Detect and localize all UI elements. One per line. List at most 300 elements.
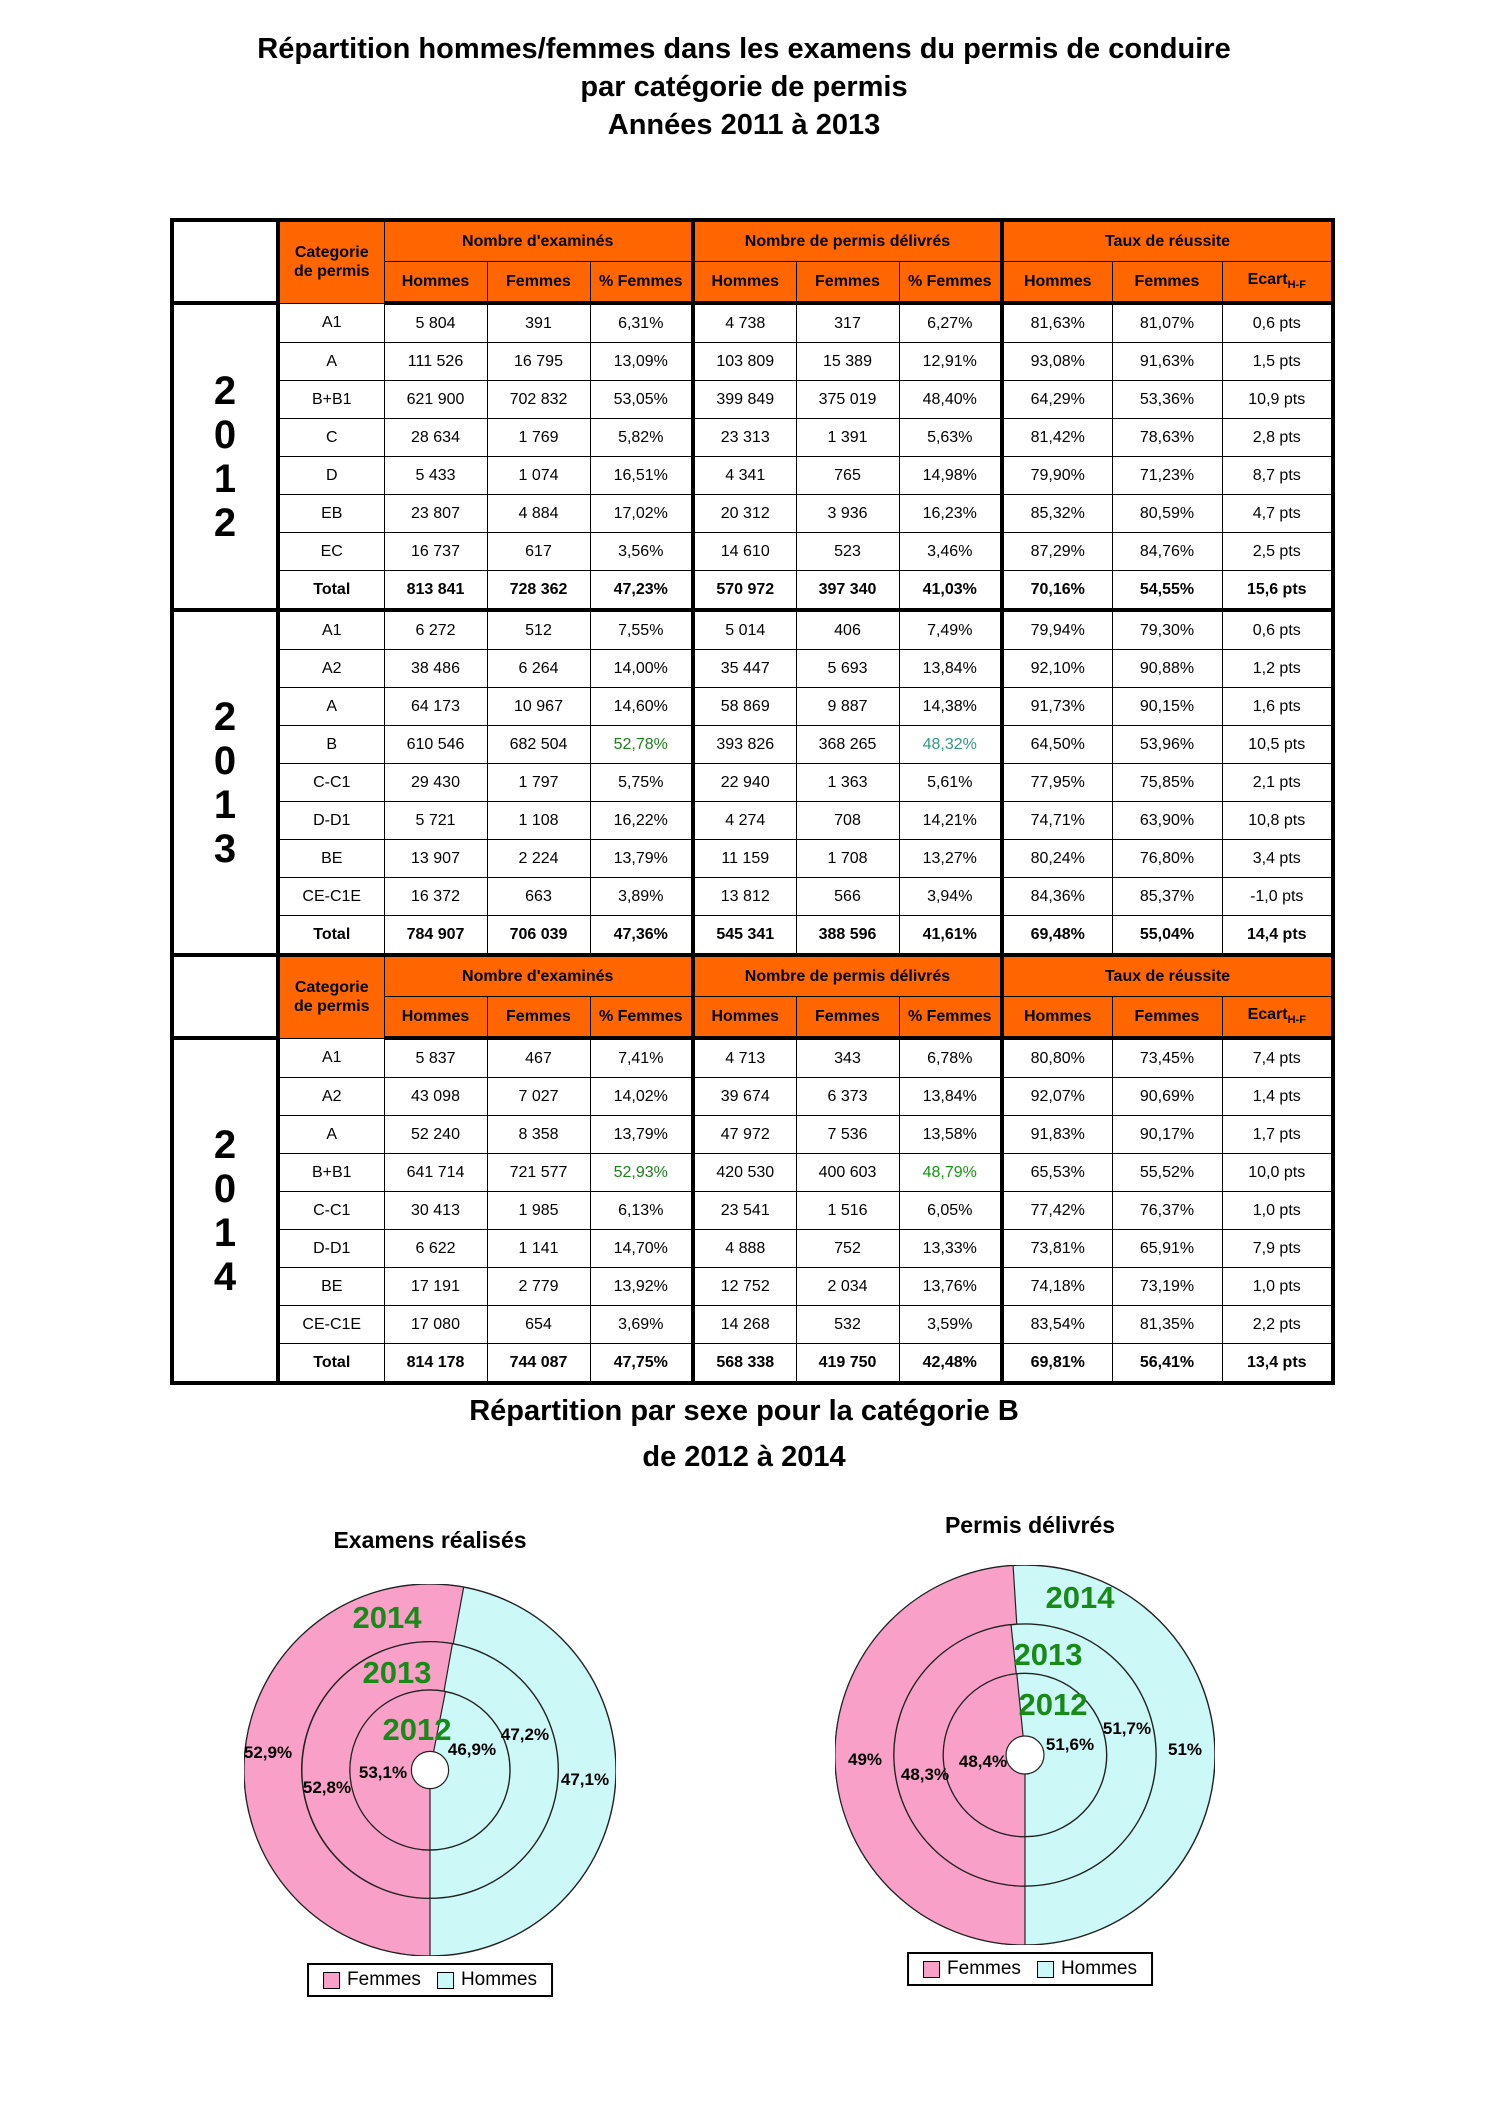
category-cell: Total [278,1344,384,1384]
data-cell: 47,36% [590,916,693,956]
data-cell: 814 178 [384,1344,487,1384]
exams-ring-year-2013: 2013 [362,1655,432,1690]
data-cell: 2 224 [487,840,590,878]
permis-ring-year-2013: 2013 [1013,1637,1083,1672]
data-cell: 721 577 [487,1154,590,1192]
data-cell: 7,49% [899,610,1002,650]
exams-chart-title: Examens réalisés [333,1527,527,1553]
data-cell: 3,69% [590,1306,693,1344]
data-cell: 1,4 pts [1222,1078,1333,1116]
data-cell: 813 841 [384,571,487,611]
data-cell: 5 014 [693,610,796,650]
data-cell: 90,17% [1112,1116,1222,1154]
data-cell: 6,13% [590,1192,693,1230]
data-cell: 85,37% [1112,878,1222,916]
exams-femmes-2014-value: 52,9% [243,1743,293,1762]
category-cell: C [278,419,384,457]
femmes-swatch-icon [923,1961,940,1978]
sub-header: % Femmes [899,262,1002,304]
data-cell: 4 738 [693,303,796,343]
data-cell: 84,36% [1002,878,1112,916]
category-cell: B+B1 [278,381,384,419]
sub-header: Hommes [693,262,796,304]
row-2014-D-D1 [172,1230,1333,1268]
data-cell: 654 [487,1306,590,1344]
data-cell: 1 708 [796,840,899,878]
data-cell: 621 900 [384,381,487,419]
data-cell: 17,02% [590,495,693,533]
group-header: Taux de réussite [1002,955,1333,997]
data-cell: 13 812 [693,878,796,916]
data-cell: 55,52% [1112,1154,1222,1192]
data-cell: 1 108 [487,802,590,840]
data-cell: 14 610 [693,533,796,571]
category-cell: B+B1 [278,1154,384,1192]
row-2014-BE [172,1268,1333,1306]
hommes-swatch-icon [437,1972,454,1989]
data-cell: 5,82% [590,419,693,457]
data-cell: 90,69% [1112,1078,1222,1116]
data-cell: 58 869 [693,688,796,726]
data-cell: 14,98% [899,457,1002,495]
data-cell: 48,79% [899,1154,1002,1192]
data-cell: 13,33% [899,1230,1002,1268]
data-cell: 69,48% [1002,916,1112,956]
data-cell: 9 887 [796,688,899,726]
row-2012-A [172,343,1333,381]
data-cell: 393 826 [693,726,796,764]
data-cell: 79,94% [1002,610,1112,650]
data-cell: 75,85% [1112,764,1222,802]
data-cell: 708 [796,802,899,840]
data-cell: 4,7 pts [1222,495,1333,533]
category-cell: EB [278,495,384,533]
data-cell: 78,63% [1112,419,1222,457]
exams-ring-year-2012: 2012 [382,1712,452,1747]
data-cell: 16,51% [590,457,693,495]
data-cell: 41,61% [899,916,1002,956]
data-cell: 706 039 [487,916,590,956]
data-cell: 65,91% [1112,1230,1222,1268]
data-cell: 85,32% [1002,495,1112,533]
data-cell: 83,54% [1002,1306,1112,1344]
data-cell: 3,46% [899,533,1002,571]
data-cell: 81,42% [1002,419,1112,457]
sub-header: Hommes [1002,262,1112,304]
row-2012-B+B1 [172,381,1333,419]
category-cell: CE-C1E [278,878,384,916]
data-cell: 2,5 pts [1222,533,1333,571]
data-cell: 48,40% [899,381,1002,419]
data-cell: 317 [796,303,899,343]
data-cell: 3,89% [590,878,693,916]
data-cell: 1,5 pts [1222,343,1333,381]
sub-header: Femmes [1112,997,1222,1039]
row-2014-C-C1 [172,1192,1333,1230]
data-cell: 1,0 pts [1222,1192,1333,1230]
data-cell: 71,23% [1112,457,1222,495]
corner-cell [172,220,278,303]
permis-ring-year-2012: 2012 [1018,1687,1088,1722]
category-column-header: Categorie de permis [278,955,384,1038]
data-cell: 1,7 pts [1222,1116,1333,1154]
data-cell: 13,79% [590,1116,693,1154]
row-2014-Total [172,1344,1333,1384]
row-2013-B [172,726,1333,764]
data-cell: 5 837 [384,1038,487,1078]
data-cell: 16,22% [590,802,693,840]
category-cell: Total [278,916,384,956]
data-cell: 512 [487,610,590,650]
data-cell: 1,0 pts [1222,1268,1333,1306]
data-cell: 6,78% [899,1038,1002,1078]
femmes-swatch-icon [323,1972,340,1989]
data-cell: 6,27% [899,303,1002,343]
row-2013-Total [172,916,1333,956]
stats-table-container [170,218,1335,1385]
sub-header: Femmes [487,262,590,304]
category-cell: A [278,688,384,726]
category-cell: CE-C1E [278,1306,384,1344]
data-cell: 7,55% [590,610,693,650]
permis-chart-legend [907,1952,1153,1986]
group-header: Nombre d'examinés [384,220,693,262]
row-2012-Total [172,571,1333,611]
data-cell: 43 098 [384,1078,487,1116]
data-cell: 752 [796,1230,899,1268]
data-cell: 5,63% [899,419,1002,457]
data-cell: 5 693 [796,650,899,688]
data-cell: 570 972 [693,571,796,611]
row-2014-B+B1 [172,1154,1333,1192]
data-cell: 1 797 [487,764,590,802]
data-cell: 111 526 [384,343,487,381]
data-cell: 13,84% [899,650,1002,688]
row-2013-D-D1 [172,802,1333,840]
data-cell: 14,02% [590,1078,693,1116]
page-title-line3: Années 2011 à 2013 [607,109,881,141]
data-cell: 23 313 [693,419,796,457]
permis-femmes-2013-value: 48,3% [900,1765,950,1784]
data-cell: 7,9 pts [1222,1230,1333,1268]
data-cell: 81,07% [1112,303,1222,343]
exams-chart [190,1510,670,2040]
data-cell: 16 372 [384,878,487,916]
data-cell: 53,36% [1112,381,1222,419]
data-cell: 13,58% [899,1116,1002,1154]
data-cell: 12 752 [693,1268,796,1306]
legend-item-hommes [437,1969,537,1991]
data-cell: 399 849 [693,381,796,419]
sub-header: Hommes [1002,997,1112,1039]
permis-ring-year-2014: 2014 [1045,1580,1115,1615]
data-cell: 6 373 [796,1078,899,1116]
sub-header: % Femmes [899,997,1002,1039]
data-cell: 13,27% [899,840,1002,878]
data-cell: 10,0 pts [1222,1154,1333,1192]
data-cell: 5 804 [384,303,487,343]
row-2014-A1 [172,1038,1333,1078]
data-cell: 744 087 [487,1344,590,1384]
data-cell: 7,4 pts [1222,1038,1333,1078]
data-cell: 1,6 pts [1222,688,1333,726]
row-2014-CE-C1E [172,1306,1333,1344]
data-cell: 76,80% [1112,840,1222,878]
category-cell: A1 [278,303,384,343]
data-cell: 6,05% [899,1192,1002,1230]
permis-chart-title: Permis délivrés [944,1512,1116,1538]
sub-header-ecart: Ecart$_{H-F}$ [1222,997,1333,1039]
row-2014-A2 [172,1078,1333,1116]
category-cell: A [278,1116,384,1154]
data-cell: 7 027 [487,1078,590,1116]
data-cell: 1 363 [796,764,899,802]
data-cell: 64,50% [1002,726,1112,764]
data-cell: 63,90% [1112,802,1222,840]
data-cell: 92,10% [1002,650,1112,688]
data-cell: 682 504 [487,726,590,764]
legend-item-hommes [1037,1958,1137,1980]
exams-hommes-2012-value: 46,9% [447,1740,497,1759]
data-cell: 13,76% [899,1268,1002,1306]
category-column-header: Categorie de permis [278,220,384,303]
charts-section-title-line2: de 2012 à 2014 [642,1441,846,1473]
row-2012-A1 [172,303,1333,343]
data-cell: 17 080 [384,1306,487,1344]
exams-femmes-2012-value: 53,1% [358,1763,408,1782]
row-2012-C [172,419,1333,457]
data-cell: 728 362 [487,571,590,611]
row-2012-D [172,457,1333,495]
data-cell: 38 486 [384,650,487,688]
hommes-swatch-icon [1037,1961,1054,1978]
data-cell: 23 541 [693,1192,796,1230]
category-cell: D-D1 [278,1230,384,1268]
category-cell: B [278,726,384,764]
exams-hommes-2013-value: 47,2% [500,1725,550,1744]
data-cell: 368 265 [796,726,899,764]
data-cell: 84,76% [1112,533,1222,571]
group-header: Taux de réussite [1002,220,1333,262]
data-cell: 90,15% [1112,688,1222,726]
sub-header: % Femmes [590,262,693,304]
data-cell: 3 936 [796,495,899,533]
data-cell: 375 019 [796,381,899,419]
data-cell: 8,7 pts [1222,457,1333,495]
permis-hommes-2014-value: 51% [1167,1740,1203,1759]
data-cell: 566 [796,878,899,916]
data-cell: 406 [796,610,899,650]
data-cell: 3,59% [899,1306,1002,1344]
data-cell: 103 809 [693,343,796,381]
data-cell: 52,78% [590,726,693,764]
data-cell: 568 338 [693,1344,796,1384]
category-cell: A [278,343,384,381]
data-cell: 0,6 pts [1222,303,1333,343]
data-cell: 91,63% [1112,343,1222,381]
page-title [0,30,1488,144]
data-cell: 35 447 [693,650,796,688]
data-cell: 17 191 [384,1268,487,1306]
data-cell: 617 [487,533,590,571]
data-cell: 52 240 [384,1116,487,1154]
data-cell: 4 274 [693,802,796,840]
data-cell: 39 674 [693,1078,796,1116]
data-cell: 1,2 pts [1222,650,1333,688]
data-cell: 784 907 [384,916,487,956]
group-header: Nombre d'examinés [384,955,693,997]
data-cell: 73,45% [1112,1038,1222,1078]
sub-header: Hommes [384,262,487,304]
data-cell: 15,6 pts [1222,571,1333,611]
data-cell: 8 358 [487,1116,590,1154]
data-cell: 91,73% [1002,688,1112,726]
data-cell: 28 634 [384,419,487,457]
data-cell: 2 779 [487,1268,590,1306]
data-cell: 400 603 [796,1154,899,1192]
sub-header: Femmes [487,997,590,1039]
data-cell: 29 430 [384,764,487,802]
data-cell: 1 516 [796,1192,899,1230]
data-cell: 663 [487,878,590,916]
data-cell: 70,16% [1002,571,1112,611]
data-cell: 47,75% [590,1344,693,1384]
charts-section-title-line1: Répartition par sexe pour la catégorie B [469,1395,1019,1427]
data-cell: 4 713 [693,1038,796,1078]
year-label-2014: 2 0 1 4 [172,1038,278,1383]
category-cell: A1 [278,610,384,650]
row-2012-EC [172,533,1333,571]
data-cell: 13 907 [384,840,487,878]
charts-section-title [0,1388,1488,1480]
category-cell: D-D1 [278,802,384,840]
data-cell: 16 795 [487,343,590,381]
data-cell: 53,05% [590,381,693,419]
data-cell: 1 141 [487,1230,590,1268]
data-cell: 4 888 [693,1230,796,1268]
data-cell: 81,35% [1112,1306,1222,1344]
permis-femmes-2012-value: 48,4% [958,1752,1008,1771]
permis-hommes-2012-value: 51,6% [1045,1735,1095,1754]
permis-pie-chart [835,1565,1215,1945]
row-2013-A [172,688,1333,726]
row-2012-EB [172,495,1333,533]
data-cell: 2,1 pts [1222,764,1333,802]
data-cell: 420 530 [693,1154,796,1192]
center-hole [411,1751,448,1788]
category-cell: D [278,457,384,495]
permis-femmes-2014-value: 49% [847,1750,883,1769]
sub-header: Femmes [796,997,899,1039]
data-cell: 14,00% [590,650,693,688]
data-cell: 388 596 [796,916,899,956]
data-cell: 7,41% [590,1038,693,1078]
permis-chart [790,1495,1270,2025]
data-cell: 73,19% [1112,1268,1222,1306]
data-cell: 610 546 [384,726,487,764]
legend-label-hommes: Hommes [1060,1958,1137,1979]
data-cell: 7 536 [796,1116,899,1154]
data-cell: 80,80% [1002,1038,1112,1078]
data-cell: 467 [487,1038,590,1078]
data-cell: -1,0 pts [1222,878,1333,916]
stats-table [170,218,1335,1385]
category-cell: BE [278,840,384,878]
data-cell: 532 [796,1306,899,1344]
legend-item-femmes [323,1969,421,1991]
data-cell: 55,04% [1112,916,1222,956]
data-cell: 13,4 pts [1222,1344,1333,1384]
data-cell: 15 389 [796,343,899,381]
data-cell: 64,29% [1002,381,1112,419]
data-cell: 2,8 pts [1222,419,1333,457]
data-cell: 65,53% [1002,1154,1112,1192]
year-label-2012: 2 0 1 2 [172,303,278,610]
data-cell: 1 985 [487,1192,590,1230]
data-cell: 0,6 pts [1222,610,1333,650]
exams-chart-legend [307,1963,553,1997]
category-cell: C-C1 [278,764,384,802]
exams-femmes-2013-value: 52,8% [302,1778,352,1797]
data-cell: 419 750 [796,1344,899,1384]
data-cell: 90,88% [1112,650,1222,688]
data-cell: 12,91% [899,343,1002,381]
data-cell: 13,09% [590,343,693,381]
data-cell: 87,29% [1002,533,1112,571]
sub-header: Hommes [693,997,796,1039]
data-cell: 13,92% [590,1268,693,1306]
data-cell: 69,81% [1002,1344,1112,1384]
category-cell: Total [278,571,384,611]
page-title-line2: par catégorie de permis [580,71,908,103]
data-cell: 77,95% [1002,764,1112,802]
data-cell: 53,96% [1112,726,1222,764]
data-cell: 54,55% [1112,571,1222,611]
row-2013-A1 [172,610,1333,650]
data-cell: 16 737 [384,533,487,571]
data-cell: 523 [796,533,899,571]
data-cell: 73,81% [1002,1230,1112,1268]
data-cell: 74,71% [1002,802,1112,840]
data-cell: 10,9 pts [1222,381,1333,419]
data-cell: 16,23% [899,495,1002,533]
data-cell: 2,2 pts [1222,1306,1333,1344]
data-cell: 23 807 [384,495,487,533]
data-cell: 5,75% [590,764,693,802]
row-2013-CE-C1E [172,878,1333,916]
data-cell: 1 769 [487,419,590,457]
sub-header: Hommes [384,997,487,1039]
category-cell: A2 [278,1078,384,1116]
data-cell: 1 391 [796,419,899,457]
group-header: Nombre de permis délivrés [693,220,1002,262]
data-cell: 3,56% [590,533,693,571]
legend-label-hommes: Hommes [460,1969,537,1990]
legend-label-femmes: Femmes [947,1958,1021,1979]
data-cell: 76,37% [1112,1192,1222,1230]
data-cell: 4 341 [693,457,796,495]
data-cell: 77,42% [1002,1192,1112,1230]
data-cell: 22 940 [693,764,796,802]
category-cell: C-C1 [278,1192,384,1230]
data-cell: 343 [796,1038,899,1078]
data-cell: 6,31% [590,303,693,343]
data-cell: 41,03% [899,571,1002,611]
legend-item-femmes [923,1958,1021,1980]
group-header: Nombre de permis délivrés [693,955,1002,997]
category-cell: A2 [278,650,384,688]
data-cell: 14,21% [899,802,1002,840]
